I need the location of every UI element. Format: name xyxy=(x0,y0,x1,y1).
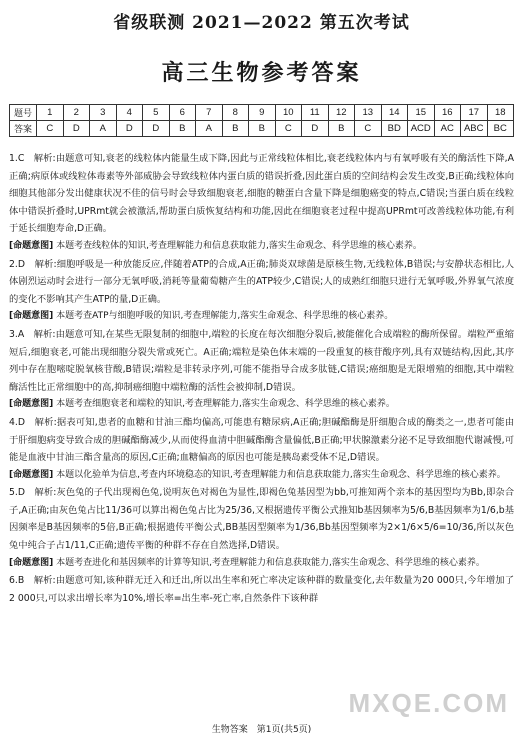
intent-tag: [命题意图] xyxy=(9,311,54,322)
question-number: 14 xyxy=(381,105,408,121)
answer-cell: B xyxy=(249,121,276,137)
solution-3: 3.A 解析:由题意可知,在某些无限复制的细胞中,端粒的长度在每次细胞分裂后,被能催化合成端粒的酶所保留。端粒严重缩短后,细胞衰老,可能出现细胞分裂失常或死亡。A正确;端粒是染色体末端的一段重复的核苷酸序列,具有双链结构,因此,其序列中存在胞嘧啶脱氧核苷酸,B错误;端粒是非转录序列,可能不能指导合成多肽链,C错误;癌细胞是无限增殖的细胞,其中端粒酶活性比正常细胞中的高,抑制癌细胞中端粒酶的活性会被抑制,D错误。 xyxy=(9,328,514,393)
intent-3 xyxy=(9,396,514,414)
answer-cell: D xyxy=(63,121,90,137)
solutions-body xyxy=(9,150,514,607)
intent-text: 本题以化验单为信息,考查内环境稳态的知识,考查理解能力和信息获取能力,落实生命观念、科学思维的核心素养。 xyxy=(56,469,506,480)
answer-cell: B xyxy=(222,121,249,137)
answer-cell: ACD xyxy=(408,121,435,137)
intent-tag: [命题意图] xyxy=(9,557,54,568)
answer-cell: AC xyxy=(434,121,461,137)
question-number: 6 xyxy=(169,105,196,121)
answer-cell: D xyxy=(143,121,170,137)
question-number: 2 xyxy=(63,105,90,121)
intent-text: 本题考查进化和基因频率的计算等知识,考查理解能力和信息获取能力,落实生命观念、科学思维的核心素养。 xyxy=(56,557,485,568)
intent-text: 本题考查细胞衰老和端粒的知识,考查理解能力,落实生命观念、科学思维的核心素养。 xyxy=(56,399,395,410)
answer-cell: ABC xyxy=(461,121,488,137)
answer-cell: A xyxy=(196,121,223,137)
intent-1 xyxy=(9,238,514,256)
document-title: 高三生物参考答案 xyxy=(161,60,362,86)
intent-text: 本题考查线粒体的知识,考查理解能力和信息获取能力,落实生命观念、科学思维的核心素养。 xyxy=(56,240,422,251)
intent-text: 本题考查ATP与细胞呼吸的知识,考查理解能力,落实生命观念、科学思维的核心素养。 xyxy=(56,311,394,322)
answer-cell: D xyxy=(116,121,143,137)
answer-table-number-row xyxy=(10,105,514,121)
question-number: 7 xyxy=(196,105,223,121)
solution-5: 5.D 解析:灰色兔的子代出现褐色兔,说明灰色对褐色为显性,即褐色兔基因型为bb,可推知两个亲本的基因型均为Bb,即杂合子,A正确;由灰色兔占比11/36可以算出褐色兔占比为25/36,又根据遗传平衡公式推知b基因频率为5/6,B基因频率为1/6,b基因频率是B基因频率的5倍,B正确;根据遗传平衡公式,BB基因型频率为1/36,Bb基因型频率为2×1/6×5/6=10/36,所以灰色兔中纯合子占1/11,C正确;遗传平衡的种群不存在自然选择,D错误。 xyxy=(9,487,514,552)
solution-2: 2.D 解析:细胞呼吸是一种放能反应,伴随着ATP的合成,A正确;肺炎双球菌是原核生物,无线粒体,B错误;与安静状态相比,人体剧烈运动时会进行一部分无氧呼吸,消耗等量葡萄糖产生的ATP较少,C错误;人的成熟红细胞只进行无氧呼吸,外界氧气浓度的变化不影响其产生ATP的量,D正确。 xyxy=(9,258,514,305)
question-number: 10 xyxy=(275,105,302,121)
answer-cell: B xyxy=(328,121,355,137)
question-number: 18 xyxy=(487,105,514,121)
answer-cell: A xyxy=(90,121,117,137)
question-number: 3 xyxy=(90,105,117,121)
answer-cell: B xyxy=(169,121,196,137)
solution-1: 1.C 解析:由题意可知,衰老的线粒体内能量生成下降,因此与正常线粒体相比,衰老线粒体内与有氧呼吸有关的酶活性下降,A正确;病原体或线粒体毒素等外部威胁会导致线粒体内蛋白质的错误折叠,因此蛋白质的空间结构会发生改变,B正确;线粒体向细胞其他部分发出健康状况不佳的信号时会导致细胞衰老,细胞的糖蛋白含量下降是细胞癌变的特点,C错误;当蛋白质在线粒体中错误折叠时,UPRmt就会被激活,帮助蛋白质恢复结构和功能,因此在细胞衰老过程中提高UPRmt可改善线粒体功能,有利于延长细胞寿命,D正确。 xyxy=(9,153,514,235)
answer-cell: BC xyxy=(487,121,514,137)
question-number: 8 xyxy=(222,105,249,121)
question-number: 12 xyxy=(328,105,355,121)
intent-tag: [命题意图] xyxy=(9,469,54,480)
row-label-answer: 答案 xyxy=(10,121,37,137)
solution-4: 4.D 解析:据表可知,患者的血糖和甘油三酯均偏高,可能患有糖尿病,A正确;胆碱酯酶是肝细胞合成的酶类之一,患者可能由于肝细胞病变导致合成的胆碱酯酶减少,从而使得血清中胆碱酯酶含量偏低,B正确;甲状腺激素分泌不足导致细胞代谢减慢,可能是血液中甘油三酯含量高的原因,C正确;血糖偏高的原因也可能是胰岛素受体不足,D错误。 xyxy=(9,416,514,464)
page-footer: 生物答案 第1页(共5页) xyxy=(211,725,312,735)
question-number: 9 xyxy=(249,105,276,121)
question-number: 16 xyxy=(434,105,461,121)
answer-cell: C xyxy=(275,121,302,137)
question-number: 5 xyxy=(143,105,170,121)
watermark-logo: MXQE.COM xyxy=(348,688,509,718)
row-label-number: 题号 xyxy=(10,105,37,121)
answer-table xyxy=(9,104,514,137)
question-number: 1 xyxy=(37,105,64,121)
question-number: 11 xyxy=(302,105,329,121)
answer-cell: C xyxy=(37,121,64,137)
intent-tag: [命题意图] xyxy=(9,240,54,251)
intent-4 xyxy=(9,467,514,485)
question-number: 13 xyxy=(355,105,382,121)
solution-6: 6.B 解析:由题意可知,该种群无迁入和迁出,所以出生率和死亡率决定该种群的数量变化,去年数量为20 000只,今年增加了2 000只,可以求出增长率为10%,增长率=出生率-死亡率,自然条件下该种群 xyxy=(9,575,514,604)
answer-cell: BD xyxy=(381,121,408,137)
question-number: 15 xyxy=(408,105,435,121)
intent-5 xyxy=(9,555,514,573)
answer-table-answer-row xyxy=(10,121,514,137)
answer-cell: C xyxy=(355,121,382,137)
intent-2 xyxy=(9,308,514,326)
answer-cell: D xyxy=(302,121,329,137)
intent-tag: [命题意图] xyxy=(9,399,54,410)
question-number: 4 xyxy=(116,105,143,121)
question-number: 17 xyxy=(461,105,488,121)
exam-title: 省级联测 2021—2022 第五次考试 xyxy=(113,13,410,33)
